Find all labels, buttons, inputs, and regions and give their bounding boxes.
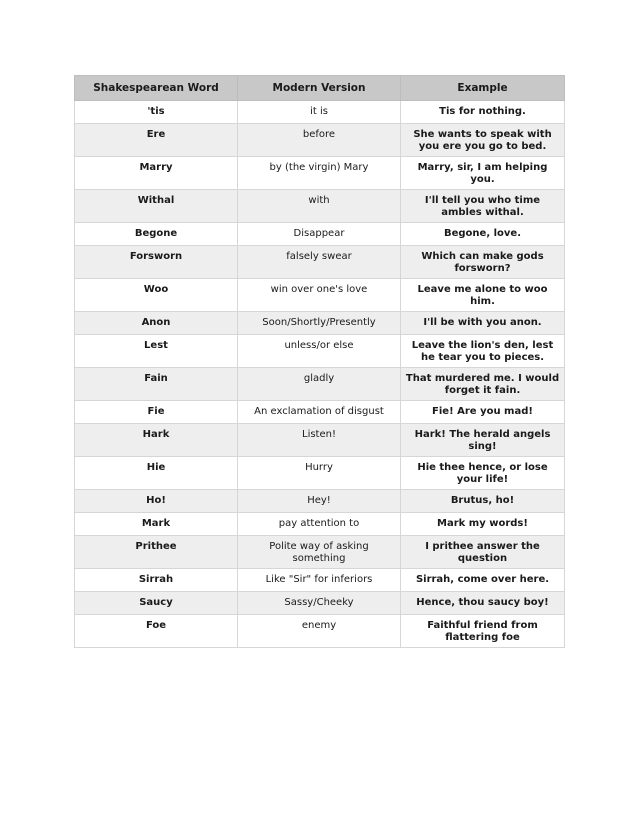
table-row xyxy=(75,490,565,513)
cell-modern: with xyxy=(238,190,401,223)
cell-word: Hark xyxy=(75,424,238,457)
cell-example: She wants to speak with you ere you go to bed. xyxy=(401,124,565,157)
cell-example: That murdered me. I would forget it fain. xyxy=(401,368,565,401)
cell-word: Withal xyxy=(75,190,238,223)
cell-word: Begone xyxy=(75,223,238,246)
cell-word: Fie xyxy=(75,401,238,424)
table-row xyxy=(75,592,565,615)
table-row xyxy=(75,279,565,312)
table-row xyxy=(75,190,565,223)
cell-modern: gladly xyxy=(238,368,401,401)
header-row xyxy=(75,76,565,101)
shakespeare-vocabulary-table xyxy=(74,75,565,648)
cell-word: 'tis xyxy=(75,101,238,124)
column-header-shakespearean-word: Shakespearean Word xyxy=(75,76,238,101)
cell-modern: Listen! xyxy=(238,424,401,457)
cell-modern: Sassy/Cheeky xyxy=(238,592,401,615)
table-header xyxy=(75,76,565,101)
table-row xyxy=(75,368,565,401)
cell-example: Leave me alone to woo him. xyxy=(401,279,565,312)
cell-example: Faithful friend from flattering foe xyxy=(401,615,565,648)
cell-example: Marry, sir, I am helping you. xyxy=(401,157,565,190)
cell-modern: by (the virgin) Mary xyxy=(238,157,401,190)
table-row xyxy=(75,246,565,279)
cell-modern: unless/or else xyxy=(238,335,401,368)
cell-modern: Hurry xyxy=(238,457,401,490)
cell-example: Brutus, ho! xyxy=(401,490,565,513)
cell-example: I'll tell you who time ambles withal. xyxy=(401,190,565,223)
cell-word: Saucy xyxy=(75,592,238,615)
cell-modern: pay attention to xyxy=(238,513,401,536)
cell-modern: enemy xyxy=(238,615,401,648)
cell-modern: Polite way of asking something xyxy=(238,536,401,569)
table-row xyxy=(75,335,565,368)
cell-word: Marry xyxy=(75,157,238,190)
cell-modern: before xyxy=(238,124,401,157)
table-body xyxy=(75,101,565,648)
cell-word: Fain xyxy=(75,368,238,401)
cell-example: Hie thee hence, or lose your life! xyxy=(401,457,565,490)
cell-example: Which can make gods forsworn? xyxy=(401,246,565,279)
table-row xyxy=(75,615,565,648)
cell-word: Lest xyxy=(75,335,238,368)
cell-example: Leave the lion's den, lest he tear you to pieces. xyxy=(401,335,565,368)
cell-word: Foe xyxy=(75,615,238,648)
cell-example: Tis for nothing. xyxy=(401,101,565,124)
table-row xyxy=(75,536,565,569)
cell-example: Fie! Are you mad! xyxy=(401,401,565,424)
cell-modern: it is xyxy=(238,101,401,124)
cell-word: Ere xyxy=(75,124,238,157)
cell-example: Hark! The herald angels sing! xyxy=(401,424,565,457)
cell-word: Woo xyxy=(75,279,238,312)
table-row xyxy=(75,223,565,246)
cell-word: Hie xyxy=(75,457,238,490)
table-row xyxy=(75,424,565,457)
cell-example: Hence, thou saucy boy! xyxy=(401,592,565,615)
cell-example: Begone, love. xyxy=(401,223,565,246)
cell-modern: win over one's love xyxy=(238,279,401,312)
table-row xyxy=(75,457,565,490)
table-row xyxy=(75,124,565,157)
cell-modern: An exclamation of disgust xyxy=(238,401,401,424)
cell-word: Anon xyxy=(75,312,238,335)
cell-word: Ho! xyxy=(75,490,238,513)
cell-word: Forsworn xyxy=(75,246,238,279)
column-header-example: Example xyxy=(401,76,565,101)
table-row xyxy=(75,513,565,536)
table-row xyxy=(75,101,565,124)
cell-modern: Disappear xyxy=(238,223,401,246)
cell-modern: Like "Sir" for inferiors xyxy=(238,569,401,592)
cell-example: Mark my words! xyxy=(401,513,565,536)
cell-modern: falsely swear xyxy=(238,246,401,279)
cell-modern: Hey! xyxy=(238,490,401,513)
cell-example: I prithee answer the question xyxy=(401,536,565,569)
table-row xyxy=(75,401,565,424)
cell-modern: Soon/Shortly/Presently xyxy=(238,312,401,335)
column-header-modern-version: Modern Version xyxy=(238,76,401,101)
cell-word: Mark xyxy=(75,513,238,536)
cell-word: Prithee xyxy=(75,536,238,569)
cell-example: Sirrah, come over here. xyxy=(401,569,565,592)
table-row xyxy=(75,569,565,592)
cell-example: I'll be with you anon. xyxy=(401,312,565,335)
table-row xyxy=(75,312,565,335)
table-row xyxy=(75,157,565,190)
cell-word: Sirrah xyxy=(75,569,238,592)
